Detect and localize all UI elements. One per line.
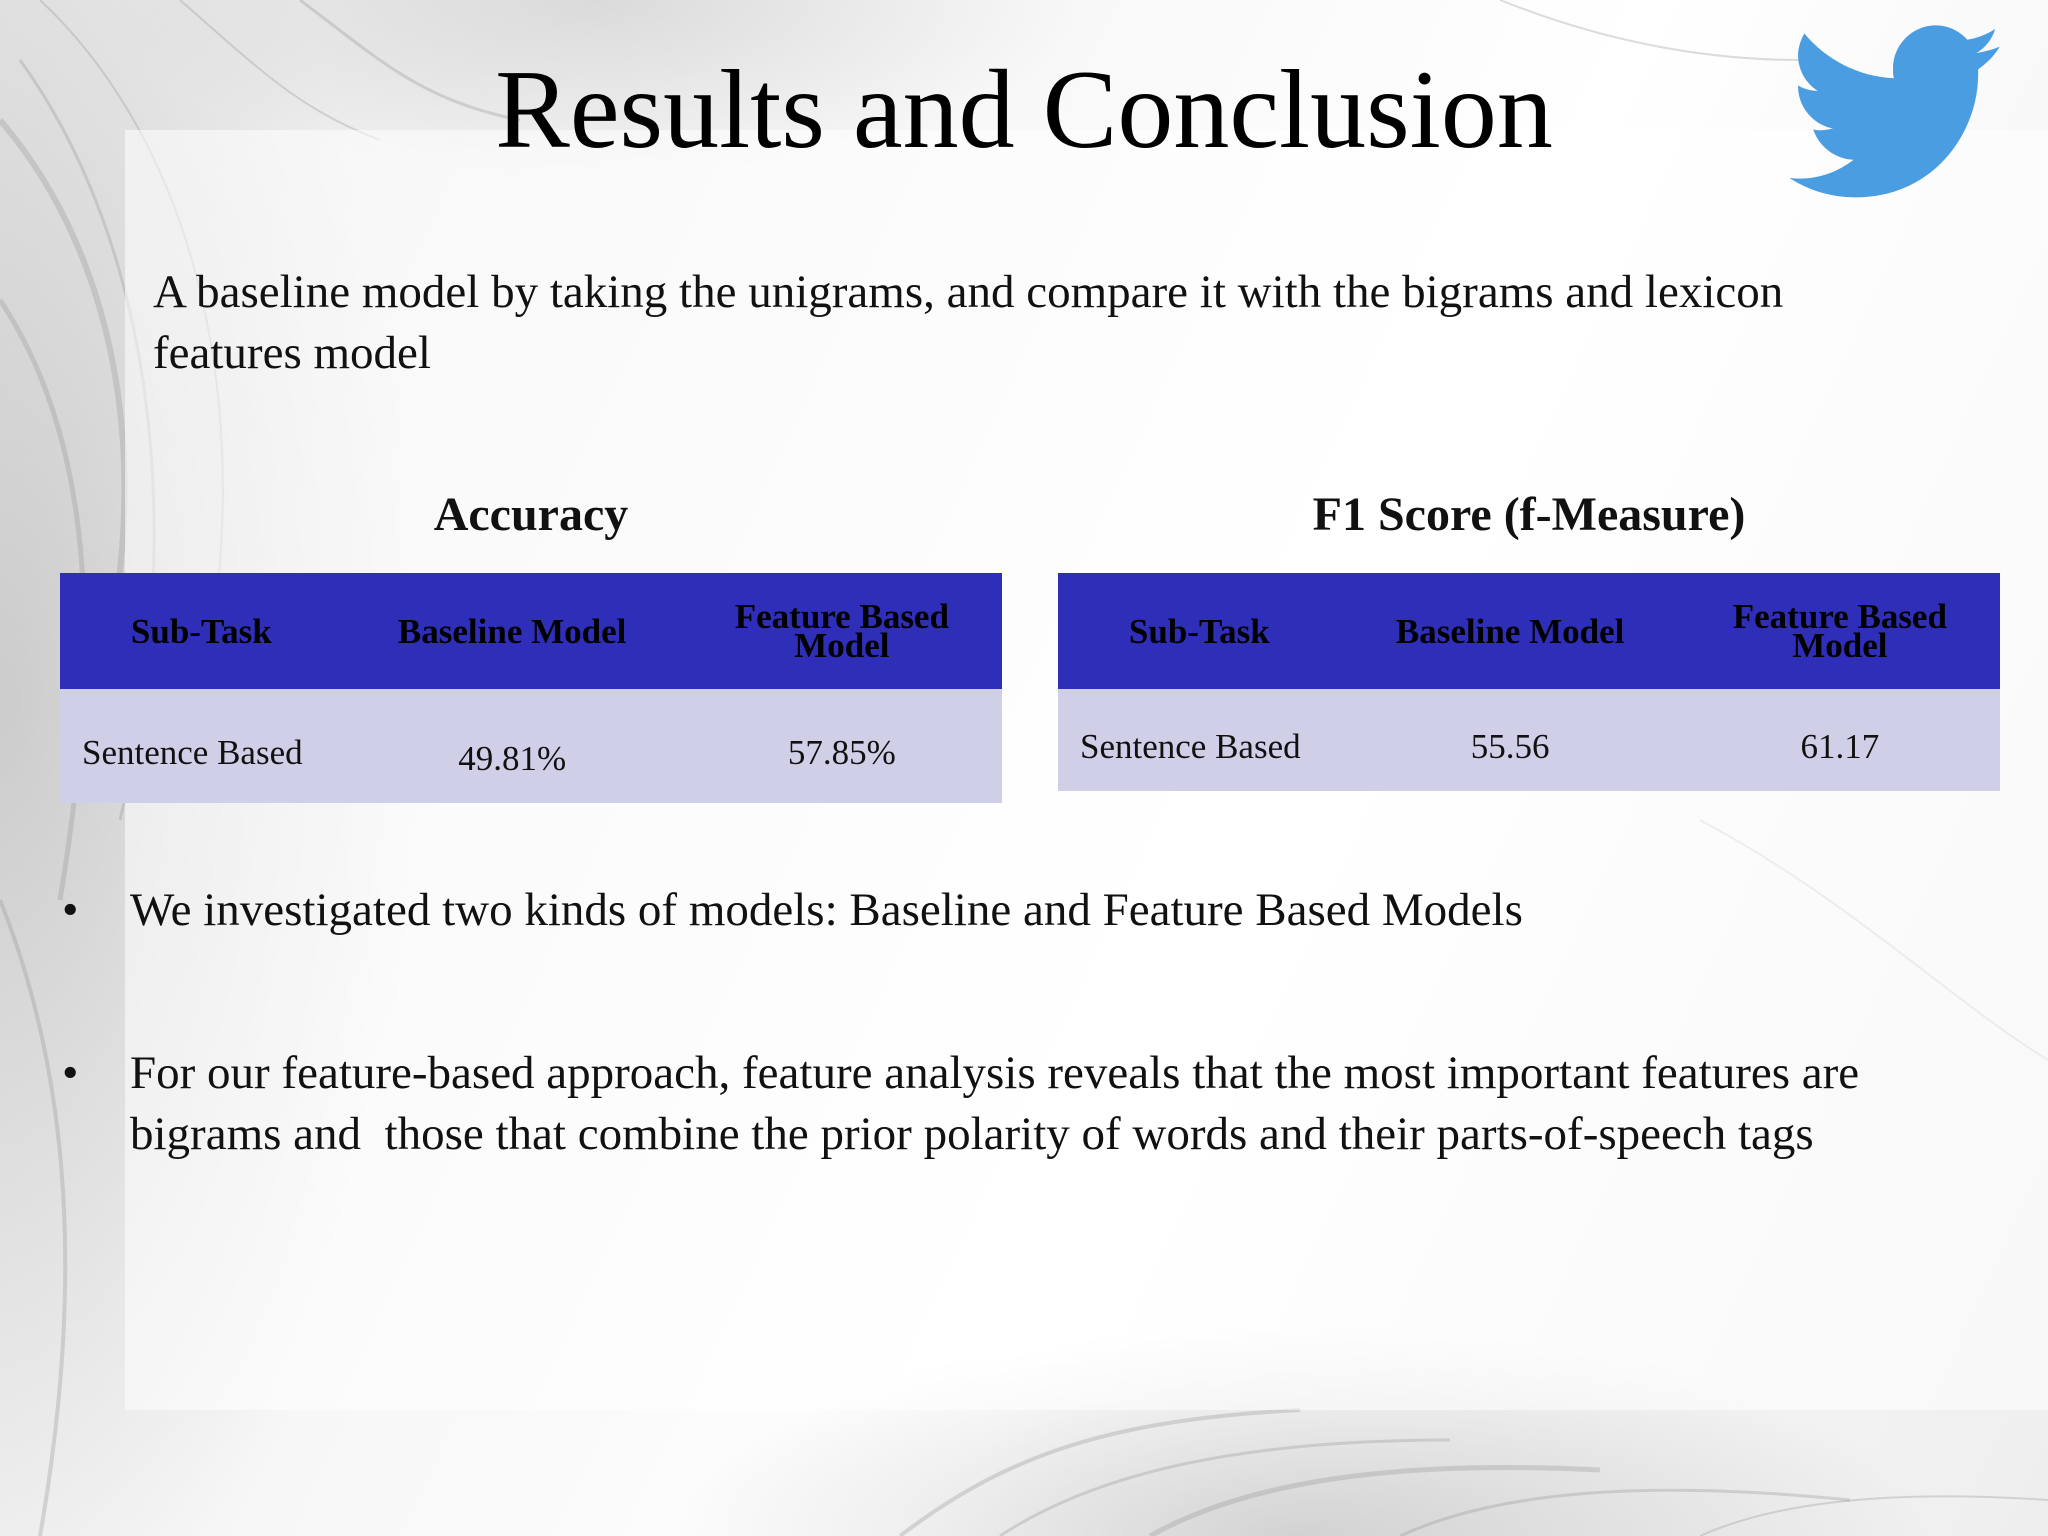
bullet-text: We investigated two kinds of models: Baseline and Feature Based Models [130, 884, 1523, 936]
table-header-row [1058, 573, 2000, 689]
bullet-item [60, 880, 1980, 941]
column-header-feature-based: Feature Based Model [1680, 573, 2000, 689]
table-row [60, 689, 1002, 803]
cell-baseline-value: 49.81% [343, 689, 682, 803]
bullet-list [60, 880, 1980, 1165]
cell-feature-based-value: 61.17 [1680, 689, 2000, 791]
slide-title: Results and Conclusion [495, 48, 1553, 172]
cell-feature-based-value: 57.85% [682, 689, 1002, 803]
f1-table-title: F1 Score (f-Measure) [1312, 488, 1746, 541]
bullet-text: For our feature-based approach, feature analysis reveals that the most important features are bigrams and those that combine the prior polarity of words and their parts-of-speech tags [130, 1047, 1871, 1160]
cell-subtask: Sentence Based [60, 689, 343, 803]
bullet-marker: • [62, 1047, 79, 1099]
column-header-subtask: Sub-Task [60, 573, 343, 689]
accuracy-table-title: Accuracy [433, 488, 629, 541]
intro-text: A baseline model by taking the unigrams, and compare it with the bigrams and lexicon features model [153, 266, 1784, 379]
table-header-row [60, 573, 1002, 689]
column-header-baseline: Baseline Model [343, 573, 682, 689]
column-header-baseline: Baseline Model [1341, 573, 1680, 689]
bullet-item [60, 1043, 1980, 1165]
accuracy-table [60, 573, 1002, 803]
twitter-bird-icon [1790, 25, 2005, 205]
column-header-subtask: Sub-Task [1058, 573, 1341, 689]
cell-subtask: Sentence Based [1058, 689, 1341, 791]
bullet-marker: • [62, 884, 79, 936]
table-row [1058, 689, 2000, 791]
f1-table [1058, 573, 2000, 791]
column-header-feature-based: Feature Based Model [682, 573, 1002, 689]
cell-baseline-value: 55.56 [1341, 689, 1680, 791]
